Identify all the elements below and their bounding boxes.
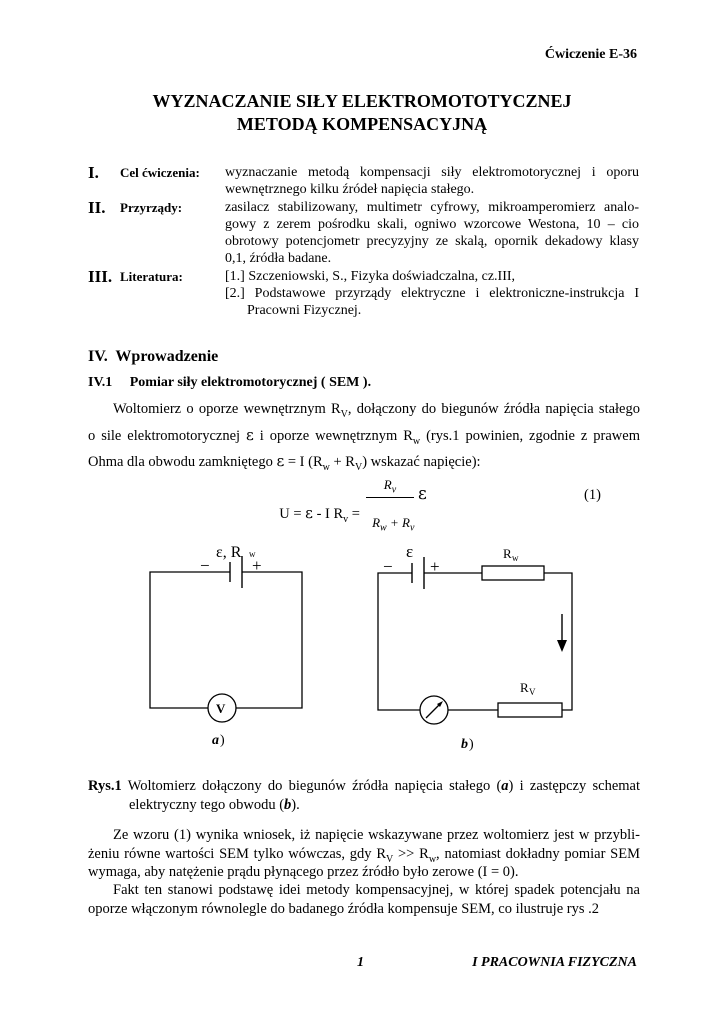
- circuit-b-minus: −: [383, 557, 393, 576]
- para1-line1: Woltomierz o oporze wewnętrznym $R_V$, dołączony do biegunów źródła napięcia stałego: [113, 401, 640, 420]
- rw-resistor: [482, 566, 544, 580]
- section-3-body: [1.] Szczeniowski, S., Fizyka doświadczalna, cz.III, [2.] Podstawowe przyrządy elektryczne i elektroniczne-instrukcja I Pracowni Fizycznej.: [225, 269, 639, 318]
- circuit-b-caption-paren: ): [469, 737, 474, 752]
- figure-caption-line2: elektryczny tego obwodu (b).: [129, 797, 300, 813]
- section-2-body: zasilacz stabilizowany, multimetr cyfrowy, mikroamperomierz analo- gowy z zerem pośrodku skali, ogniwo wzorcowe Westona, 10 – cio obrotowy potencjometr precyzyjny ze skalą, opornik dekadowy klasy 0,1, źródła badane.: [225, 200, 639, 266]
- title-line-1: WYZNACZANIE SIŁY ELEKTROMOTOTYCZNEJ: [152, 91, 572, 111]
- para3-line2: oporze włączonym równolegle do badanego źródła kompensuje SEM, co ilustruje rys .2: [88, 901, 599, 917]
- para2-line2: żeniu równe wartości SEM tylko wówczas, gdy $R_V >> R_w$, natomiast dokładny pomiar SEM: [88, 846, 640, 865]
- equation-emf: ε: [418, 484, 427, 504]
- intro-subheading: IV.1 Pomiar siły elektromotorycznej ( SEM ).: [88, 375, 372, 390]
- para2-line3: wymaga, aby natężenie prądu płynącego przez źródło było zerowe (I = 0).: [88, 864, 519, 880]
- circuit-b-rv-label: R: [520, 680, 529, 695]
- circuit-b-rw-label: R: [503, 546, 512, 561]
- para2-line1: Ze wzoru (1) wynika wniosek, iż napięcie wskazywane przez woltomierz jest w przybli-: [113, 827, 640, 843]
- circuit-b-rw-sub: w: [512, 553, 519, 563]
- circuit-b-plus: +: [430, 557, 440, 576]
- equation-number: (1): [584, 487, 601, 503]
- circuit-a-rw-sub: w: [249, 549, 256, 559]
- section-3-label: Literatura:: [120, 269, 183, 284]
- circuit-a-caption: a: [212, 733, 219, 748]
- emf-symbol: ε: [276, 452, 285, 470]
- current-arrow-icon: [557, 640, 567, 652]
- voltmeter-label: V: [216, 701, 226, 716]
- circuit-a-emf-label: ε, R: [216, 544, 242, 561]
- rv-resistor: [498, 703, 562, 717]
- circuit-a-caption-paren: ): [220, 733, 225, 748]
- emf-symbol: ε: [246, 426, 254, 444]
- title-line-2: METODĄ KOMPENSACYJNĄ: [236, 114, 488, 134]
- section-2-label: Przyrządy:: [120, 200, 183, 215]
- intro-heading: IV. Wprowadzenie: [88, 348, 219, 365]
- fraction-bar: [366, 497, 414, 498]
- section-3-number: III.: [88, 267, 113, 286]
- circuit-a-plus: +: [252, 556, 262, 575]
- footer-course: I PRACOWNIA FIZYCZNA: [472, 955, 637, 970]
- section-1-number: I.: [88, 163, 99, 182]
- section-1-label: Cel ćwiczenia:: [120, 165, 200, 180]
- para1-line3: Ohma dla obwodu zamkniętego ε = I $(R_w + R_V)$ wskazać napięcie):: [88, 452, 481, 473]
- figure-caption-line1: Rys.1 Woltomierz dołączony do biegunów źródła napięcia stałego (a) i zastępczy schemat: [88, 778, 641, 794]
- exercise-code: Ćwiczenie E-36: [544, 47, 637, 62]
- emf-symbol: ε: [305, 504, 313, 523]
- equation-lhs: U = ε - I $R_v$ =: [279, 504, 364, 526]
- section-1-body: wyznaczanie metodą kompensacji siły elektromotorycznej i oporu wewnętrznego kilku źródeł napięcia stałego.: [225, 165, 639, 197]
- section-2-number: II.: [88, 198, 106, 217]
- circuit-b: [378, 557, 572, 724]
- circuit-b-caption: b: [461, 737, 468, 752]
- circuit-b-rv-sub: V: [529, 687, 536, 697]
- circuit-b-emf-label: ε: [406, 542, 414, 561]
- figure-1: [0, 530, 724, 770]
- circuit-a-minus: −: [200, 556, 210, 575]
- page-number: 1: [357, 955, 364, 970]
- equation-numerator: $R_v$: [383, 477, 397, 496]
- para1-line2: o sile elektromotorycznej ε i oporze wewnętrznym $R_w$ (rys.1 powinien, zgodnie z prawem: [88, 426, 640, 447]
- para3-line1: Fakt ten stanowi podstawę idei metody kompensacyjnej, w której spadek potencjału na: [113, 882, 640, 898]
- equation-denominator: $R_w + R_v$: [372, 515, 415, 534]
- circuit-a: [150, 556, 302, 722]
